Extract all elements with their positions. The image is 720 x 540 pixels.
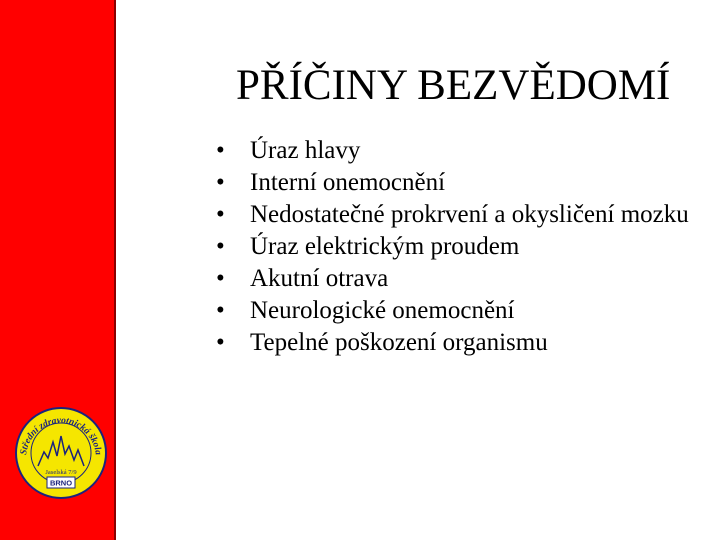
slide-title: PŘÍČINY BEZVĚDOMÍ [236,62,671,109]
logo-ring-text: Střední zdravotnická škola [19,415,103,456]
logo-street: Jaselská 7/9 [45,469,77,476]
logo-city: BRNO [49,478,73,488]
bullet-item: • Akutní otrava [212,263,702,295]
bullet-item: • Neurologické onemocnění [212,295,702,327]
sidebar-edge [114,0,116,540]
bullet-item: • Tepelné poškození organismu [212,327,702,359]
bullet-item: • Úraz hlavy [212,135,702,167]
bullet-item: • Nedostatečné prokrvení a okysličení mozku [212,199,702,231]
bullet-list [212,135,702,359]
bullet-item: • Interní onemocnění [212,167,702,199]
school-logo [14,406,108,500]
bullet-item: • Úraz elektrickým proudem [212,231,702,263]
